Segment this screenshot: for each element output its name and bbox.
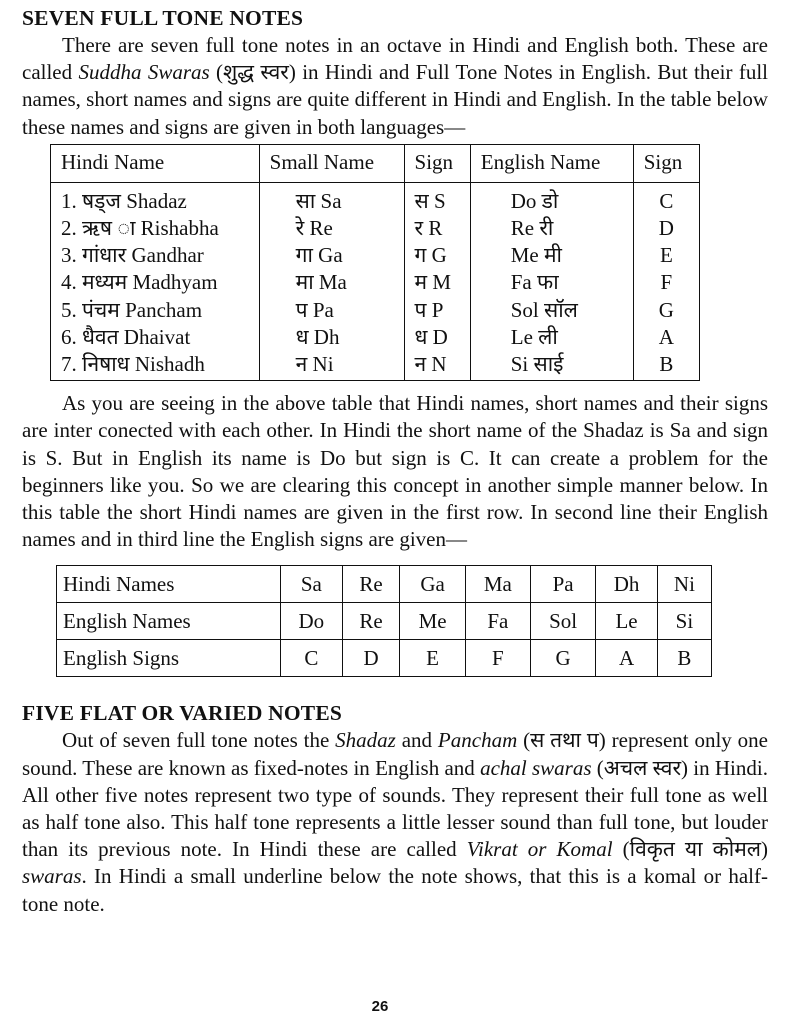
table-cell: 4. मध्यम Madhyam [51, 269, 260, 296]
table-cell: Ga [400, 566, 465, 603]
table-row [51, 215, 700, 242]
table-header-row [51, 144, 700, 182]
table-cell: Sa [281, 566, 343, 603]
table-row [51, 351, 700, 381]
page-content [22, 4, 768, 918]
text-run: and [395, 728, 438, 753]
emphasis-pancham: Pancham [437, 728, 518, 753]
table-cell: मा Ma [259, 269, 404, 296]
table-cell: 1. षड्ज Shadaz [51, 182, 260, 215]
table-cell: Fa फा [470, 269, 633, 296]
table-row [57, 603, 712, 640]
table-body [51, 182, 700, 380]
text-run: Out of seven full tone notes the [62, 728, 336, 753]
table-cell: Me [400, 603, 465, 640]
column-header: Sign [633, 144, 699, 182]
emphasis-achal-swaras: achal swaras [480, 755, 592, 780]
table-cell: Do डो [470, 182, 633, 215]
table-cell: Le ली [470, 324, 633, 351]
table-cell: न N [404, 351, 470, 381]
table-cell: सा Sa [259, 182, 404, 215]
explanation-paragraph: As you are seeing in the above table that Hindi names, short names and their signs are inter conected with each other. In Hindi the short name of the Shadaz is Sa and sign is S. But in English its name is Do but sign is C. It can create a problem for the beginners like you. So we are clearing this concept in another simple manner below. In this table the short Hindi names are given in the first row. In second line their English names and in third line the English signs are given— [22, 391, 768, 552]
table-cell: प Pa [259, 297, 404, 324]
emphasis-shadaz: Shadaz [335, 728, 396, 753]
table-cell: Re [342, 566, 400, 603]
table-cell: ग G [404, 242, 470, 269]
table-cell: रे Re [259, 215, 404, 242]
table-cell: 2. ऋष ा Rishabha [51, 215, 260, 242]
table-row [51, 182, 700, 215]
table-cell: म M [404, 269, 470, 296]
emphasis-vikrat-komal: Vikrat or Komal [466, 837, 613, 862]
text-run: . In Hindi a small underline below the note shows, that this is a komal or half-tone note. [22, 864, 768, 916]
row-header: Hindi Names [57, 566, 281, 603]
table-row [57, 640, 712, 677]
intro-text-b: (शुद्ध स्वर) in Hindi and Full Tone Notes in English. But their full names, short names and signs are quite different in Hindi and English. In the table below these names and signs are given in both languages— [22, 60, 768, 139]
table-cell: Dh [596, 566, 658, 603]
names-comparison-table [56, 565, 712, 677]
table-cell: Me मी [470, 242, 633, 269]
section-heading-five-flat-notes: FIVE FLAT OR VARIED NOTES [22, 701, 343, 726]
table-cell: प P [404, 297, 470, 324]
table-cell: स S [404, 182, 470, 215]
full-tone-notes-table [50, 144, 700, 381]
table-cell: F [633, 269, 699, 296]
table-cell: C [281, 640, 343, 677]
table-cell: Pa [530, 566, 595, 603]
table-cell: E [633, 242, 699, 269]
text-run: (विकृत या कोमल) [612, 837, 768, 862]
intro-paragraph [22, 32, 768, 141]
table-cell: C [633, 182, 699, 215]
table-cell: Si [657, 603, 711, 640]
table-cell: र R [404, 215, 470, 242]
flat-notes-paragraph [22, 727, 768, 917]
table-cell: न Ni [259, 351, 404, 381]
column-header: English Name [470, 144, 633, 182]
table-cell: ध Dh [259, 324, 404, 351]
table-cell: B [633, 351, 699, 381]
page-number: 26 [371, 998, 389, 1015]
column-header: Sign [404, 144, 470, 182]
emphasis-swaras: swaras [22, 864, 82, 889]
table-cell: Re री [470, 215, 633, 242]
table-cell: Do [281, 603, 343, 640]
intro-emphasis: Suddha Swaras [78, 60, 210, 85]
table-cell: G [530, 640, 595, 677]
table-cell: Le [596, 603, 658, 640]
comparison-table-body [57, 566, 712, 677]
table-cell: Fa [465, 603, 530, 640]
text-run: (स तथा प) represent only one sound. These are known as fixed-notes in English and [22, 728, 768, 780]
text-run: (अचल स्वर) in Hindi. All other five notes represent two type of sounds. They represent their full tone as well as half tone also. This half tone represents a little lesser sound than full tone, but louder than its previous note. In Hindi these are called [22, 755, 768, 862]
table-cell: A [596, 640, 658, 677]
column-header: Small Name [259, 144, 404, 182]
section-heading-seven-full-tone-notes: SEVEN FULL TONE NOTES [22, 6, 304, 30]
table-cell: F [465, 640, 530, 677]
table-cell: गा Ga [259, 242, 404, 269]
table-cell: D [342, 640, 400, 677]
table-row [51, 242, 700, 269]
intro-text-a: There are seven full tone notes in an octave in Hindi and English both. These are called [22, 33, 768, 85]
row-header: English Signs [57, 640, 281, 677]
table-cell: 3. गांधार Gandhar [51, 242, 260, 269]
table-row [51, 269, 700, 296]
table-row [51, 297, 700, 324]
table-cell: D [633, 215, 699, 242]
table-cell: ध D [404, 324, 470, 351]
table-cell: 7. निषाध Nishadh [51, 351, 260, 381]
table-row [51, 324, 700, 351]
table-cell: A [633, 324, 699, 351]
table-cell: Si साई [470, 351, 633, 381]
table-cell: G [633, 297, 699, 324]
table-cell: Ma [465, 566, 530, 603]
column-header: Hindi Name [51, 144, 260, 182]
table-cell: Sol सॉल [470, 297, 633, 324]
table-cell: 5. पंचम Pancham [51, 297, 260, 324]
table-cell: Re [342, 603, 400, 640]
table-cell: 6. धैवत Dhaivat [51, 324, 260, 351]
row-header: English Names [57, 603, 281, 640]
table-cell: Sol [530, 603, 595, 640]
table-cell: Ni [657, 566, 711, 603]
table-cell: E [400, 640, 465, 677]
table-row [57, 566, 712, 603]
table-cell: B [657, 640, 711, 677]
